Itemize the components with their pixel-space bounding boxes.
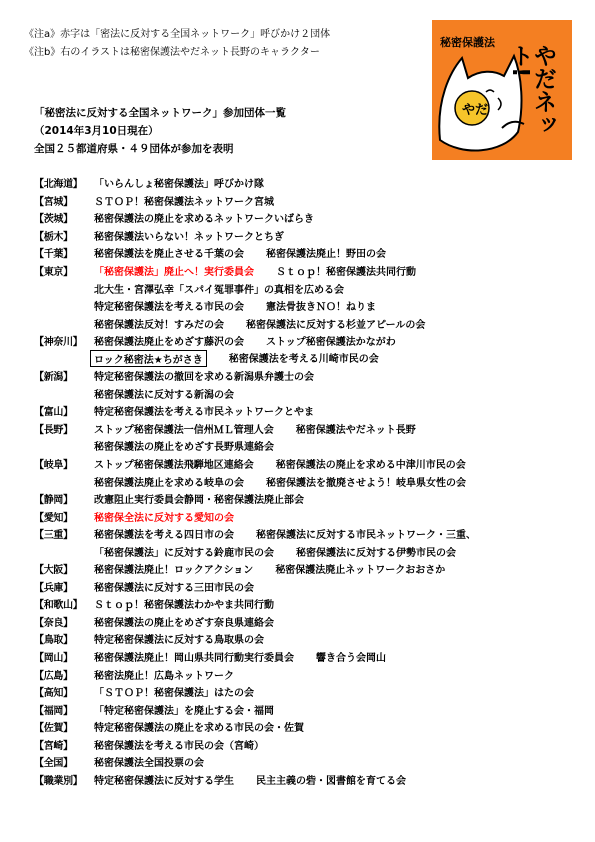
prefecture-label: 【新潟】 <box>34 372 73 384</box>
list-item <box>34 262 554 280</box>
list-item <box>34 542 554 560</box>
organization-group <box>94 368 336 383</box>
organization-name: 秘密保護法反対！すみだの会 <box>94 319 224 331</box>
organization-name: 「ＳＴＯＰ！秘密保護法」はたの会 <box>94 688 254 700</box>
prefecture-label: 【長野】 <box>34 424 73 436</box>
list-item <box>34 578 554 596</box>
list-item <box>34 244 554 262</box>
list-item <box>34 455 554 473</box>
organization-name: 「特定秘密保護法」を廃止する会・福岡 <box>94 705 274 717</box>
organization-group <box>94 754 226 769</box>
prefecture-label: 【佐賀】 <box>34 723 73 735</box>
organization-group <box>94 281 366 296</box>
list-item <box>34 700 554 718</box>
organization-group <box>94 561 467 576</box>
organization-name: 改憲阻止実行委員会静岡・秘密保護法廃止部会 <box>94 495 304 507</box>
prefecture-label: 【栃木】 <box>34 231 73 243</box>
organization-group <box>94 579 276 594</box>
list-item <box>34 367 554 385</box>
organization-group <box>94 474 488 489</box>
list-item <box>34 472 554 490</box>
organization-group <box>94 403 336 418</box>
notes <box>24 26 330 62</box>
logo-badge: やだ <box>462 103 489 118</box>
prefecture-label: 【兵庫】 <box>34 582 73 594</box>
organization-name: 秘密保護法を考える川崎市民の会 <box>228 353 379 365</box>
organization-name: 民主主義の砦・図書館を育てる会 <box>256 775 406 787</box>
list-item <box>34 560 554 578</box>
organization-name: 秘密保護法廃止ネットワークおおさか <box>275 565 446 577</box>
list-item <box>34 402 554 420</box>
organization-name: 秘密保護法廃止！ロックアクション <box>94 565 254 577</box>
organization-name: 秘密法廃止！広島ネットワーク <box>94 670 234 682</box>
organization-group <box>94 175 286 190</box>
organization-name: 秘密保護法を考える市民の会（宮崎） <box>94 740 264 752</box>
list-item <box>34 314 554 332</box>
organization-name: 秘密保護法の廃止を求めるネットワークいばらき <box>94 214 314 226</box>
organization-name: 秘密保全法に反対する愛知の会 <box>94 512 234 524</box>
organization-group <box>94 245 408 260</box>
prefecture-label: 【北海道】 <box>34 179 83 191</box>
prefecture-label: 【広島】 <box>34 670 73 682</box>
list-item <box>34 174 554 192</box>
organization-name: ストップ秘密保護法かながわ <box>266 337 396 349</box>
prefecture-label: 【宮城】 <box>34 196 73 208</box>
list-item <box>34 771 554 789</box>
list-item <box>34 349 554 367</box>
mascot-logo <box>432 20 572 160</box>
prefecture-label: 【岡山】 <box>34 653 73 665</box>
list-item <box>34 648 554 666</box>
list-item <box>34 332 554 350</box>
list-item <box>34 753 554 771</box>
organization-name: 特定秘密保護法の撤回を求める新潟県弁護士の会 <box>94 372 314 384</box>
organization-name: ロック秘密法★ちがさき <box>90 350 207 367</box>
prefecture-label: 【高知】 <box>34 688 73 700</box>
prefecture-label: 【宮崎】 <box>34 740 73 752</box>
organization-name: 「いらんしょ秘密保護法」呼びかけ隊 <box>94 179 264 191</box>
organization-group <box>94 596 296 611</box>
organization-name: 秘密保護法を廃止させる千葉の会 <box>94 249 244 261</box>
organization-group <box>94 298 398 313</box>
organization-name: 秘密保護法いらない！ネットワークとちぎ <box>94 231 284 243</box>
page-title: 「秘密法に反対する全国ネットワーク」参加団体一覧 <box>34 107 286 119</box>
organization-group <box>94 316 447 331</box>
organization-name: 「秘密保護法」廃止へ！実行委員会 <box>94 267 254 278</box>
list-item <box>34 683 554 701</box>
organization-name: 特定秘密保護法を考える市民の会 <box>94 302 244 314</box>
list-item <box>34 718 554 736</box>
prefecture-label: 【富山】 <box>34 407 73 419</box>
organization-group <box>94 456 488 471</box>
prefecture-label: 【静岡】 <box>34 495 73 507</box>
organization-name: 特定秘密保護法に反対する学生 <box>94 775 234 787</box>
organization-name: 秘密保護法に反対する伊勢市民の会 <box>296 547 456 559</box>
organization-group <box>94 263 438 278</box>
as-of-date: （2014年3月10日現在） <box>34 125 159 137</box>
organization-name: 秘密保護法に反対する三田市民の会 <box>94 582 254 594</box>
list-item <box>34 209 554 227</box>
organization-name: 秘密保護法廃止！岡山県共同行動実行委員会 <box>94 653 294 665</box>
prefecture-label: 【岐阜】 <box>34 460 73 472</box>
organization-name: 秘密保護法を撤廃させよう！岐阜県女性の会 <box>266 477 466 489</box>
organization-name: 響き合う会岡山 <box>316 653 386 665</box>
organization-name: Ｓｔｏｐ！秘密保護法わかやま共同行動 <box>94 600 274 612</box>
organization-group <box>94 737 286 752</box>
organization-name: 秘密保護法に反対する新潟の会 <box>94 389 234 401</box>
organization-group <box>94 193 296 208</box>
prefecture-label: 【和歌山】 <box>34 600 83 612</box>
organization-group <box>94 509 256 524</box>
prefecture-label: 【千葉】 <box>34 249 73 261</box>
prefecture-label: 【茨城】 <box>34 214 73 226</box>
member-group-list <box>34 174 554 788</box>
organization-name: 秘密保護法の廃止を求める中津川市民の会 <box>275 460 466 472</box>
prefecture-label: 【鳥取】 <box>34 635 73 647</box>
prefecture-label: 【福岡】 <box>34 705 73 717</box>
organization-group <box>94 438 296 453</box>
note-b: 《注b》右のイラストは秘密保護法やだネット長野のキャラクター <box>24 47 320 58</box>
organization-group <box>94 333 418 348</box>
organization-group <box>94 228 306 243</box>
note-a: 《注a》赤字は「密法に反対する全国ネットワーク」呼びかけ２団体 <box>24 29 331 40</box>
list-item <box>34 490 554 508</box>
prefecture-label: 【愛知】 <box>34 512 73 524</box>
organization-name: 秘密保護法に反対する市民ネットワーク・三重、 <box>256 530 476 542</box>
organization-group <box>94 526 498 541</box>
prefecture-label: 【三重】 <box>34 530 73 542</box>
organization-name: 特定秘密保護法の廃止を求める市民の会・佐賀 <box>94 723 304 735</box>
organization-group <box>94 614 296 629</box>
list-item <box>34 525 554 543</box>
list-item <box>34 192 554 210</box>
list-item <box>34 665 554 683</box>
organization-group <box>94 667 256 682</box>
list-item <box>34 227 554 245</box>
organization-name: Ｓｔｏｐ！秘密保護法共同行動 <box>276 267 416 278</box>
organization-name: 秘密保護法に反対する杉並アピールの会 <box>246 319 426 331</box>
organization-name: 秘密保護法の廃止をめざす長野県連絡会 <box>94 442 274 454</box>
organization-name: 秘密保護法廃止をめざす藤沢の会 <box>94 337 244 349</box>
prefecture-label: 【大阪】 <box>34 565 73 577</box>
organization-name: 特定秘密保護法を考える市民ネットワークとやま <box>94 407 314 419</box>
list-item <box>34 297 554 315</box>
organization-group <box>94 210 336 225</box>
organization-name: 秘密保護法の廃止をめざす奈良県連絡会 <box>94 617 274 629</box>
organization-name: 秘密保護法全国投票の会 <box>94 758 204 770</box>
organization-group <box>94 684 276 699</box>
list-item <box>34 613 554 631</box>
organization-name: 「秘密保護法」に反対する鈴鹿市民の会 <box>94 547 274 559</box>
organization-name: 秘密保護法やだネット長野 <box>295 424 416 436</box>
list-item <box>34 437 554 455</box>
list-item <box>34 385 554 403</box>
prefecture-label: 【神奈川】 <box>34 337 83 349</box>
organization-group <box>94 649 408 664</box>
organization-name: ストップ秘密保護法一信州ＭＬ管理人会 <box>94 424 274 436</box>
logo-small-text: 秘密保護法 <box>440 36 495 49</box>
list-item <box>34 630 554 648</box>
organization-group <box>94 350 401 367</box>
organization-name: 憲法骨抜きＮＯ！ねりま <box>266 302 376 314</box>
organization-name: ＳＴＯＰ！秘密保護法ネットワーク宮城 <box>94 196 274 208</box>
organization-name: 北大生・宮澤弘幸「スパイ冤罪事件」の真相を広める会 <box>94 284 344 296</box>
page-heading <box>34 104 286 158</box>
organization-group <box>94 544 478 559</box>
organization-group <box>94 702 296 717</box>
summary-line: 全国２５都道府県・４９団体が参加を表明 <box>34 143 234 155</box>
prefecture-label: 【職業別】 <box>34 775 83 787</box>
organization-name: 秘密保護法を考える四日市の会 <box>94 530 234 542</box>
organization-group <box>94 491 326 506</box>
organization-group <box>94 772 428 787</box>
logo-vertical-text: やだネット! <box>507 44 556 136</box>
list-item <box>34 736 554 754</box>
organization-name: 秘密保護法廃止！野田の会 <box>266 249 386 261</box>
prefecture-label: 【東京】 <box>34 267 73 278</box>
organization-group <box>94 719 326 734</box>
organization-name: ストップ秘密保護法飛騨地区連絡会 <box>94 460 254 472</box>
organization-group <box>94 386 256 401</box>
list-item <box>34 279 554 297</box>
list-item <box>34 507 554 525</box>
organization-name: 秘密保護法廃止を求める岐阜の会 <box>94 477 244 489</box>
organization-group <box>94 421 438 436</box>
prefecture-label: 【奈良】 <box>34 617 73 629</box>
organization-name: 特定秘密保護法に反対する鳥取県の会 <box>94 635 264 647</box>
organization-group <box>94 631 286 646</box>
list-item <box>34 595 554 613</box>
prefecture-label: 【全国】 <box>34 758 73 770</box>
list-item <box>34 420 554 438</box>
